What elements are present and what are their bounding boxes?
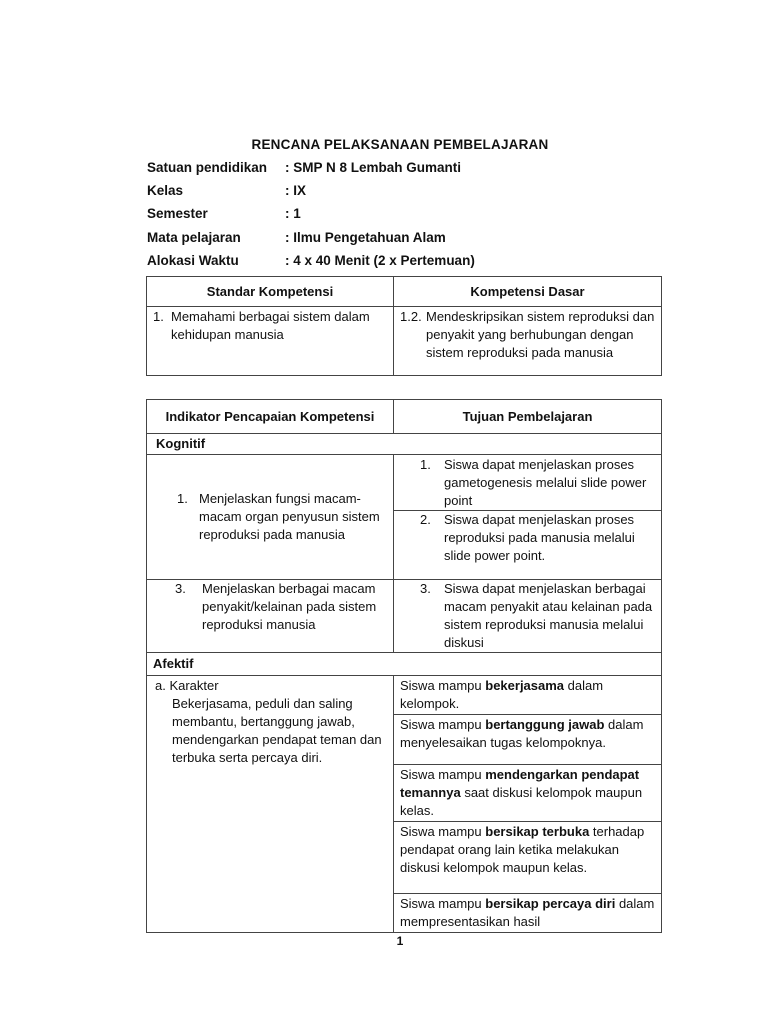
kd-number: 1.2. [400, 309, 422, 324]
aff-text: terhadap pendapat orang lain ketika melakukan diskusi kelompok maupun kelas. [400, 824, 645, 875]
afektif-tujuan-1 [394, 676, 662, 715]
meta-row-satuan [147, 160, 475, 183]
aff-text: Siswa mampu [400, 678, 486, 693]
meta-label: Semester [147, 206, 208, 222]
aff-keyword: bertanggung jawab [485, 717, 605, 732]
header-tujuan: Tujuan Pembelajaran [394, 400, 662, 434]
meta-value: : SMP N 8 Lembah Gumanti [285, 160, 462, 175]
afektif-tujuan-3 [394, 765, 662, 822]
aff-text: saat diskusi kelompok maupun kelas. [400, 785, 643, 818]
tuj3-text: Siswa dapat menjelaskan berbagai macam penyakit atau kelainan pada sistem reproduksi manusia melalui diskusi [444, 581, 653, 650]
meta-row-kelas [147, 183, 475, 206]
meta-row-alokasi [147, 253, 475, 276]
karakter-text: Bekerjasama, peduli dan saling membantu, bertanggung jawab, mendengarkan pendapat teman dan terbuka serta percaya diri. [172, 696, 382, 765]
aff-keyword: bersikap percaya diri [485, 896, 616, 911]
header-kompetensi-dasar: Kompetensi Dasar [394, 277, 662, 307]
tuj1-text: Siswa dapat menjelaskan proses gametogenesis melalui slide power point [444, 457, 647, 508]
tujuan-1-cell [394, 455, 662, 511]
kd-text: Mendeskripsikan sistem reproduksi dan penyakit yang berhubungan dengan sistem reproduksi pada manusia [426, 309, 655, 360]
karakter-cell [147, 676, 394, 933]
tuj3-number: 3. [420, 581, 431, 596]
ind1-text: Menjelaskan fungsi macam-macam organ penyusun sistem reproduksi pada manusia [199, 491, 380, 542]
aff-text: Siswa mampu [400, 824, 486, 839]
afektif-tujuan-4 [394, 822, 662, 894]
aff-text: Siswa mampu [400, 717, 486, 732]
ind1-number: 1. [177, 491, 188, 506]
afektif-tujuan-5 [394, 894, 662, 933]
aff-keyword: bersikap terbuka [485, 824, 590, 839]
tuj2-number: 2. [420, 512, 431, 527]
afektif-tujuan-2 [394, 715, 662, 765]
karakter-label: a. Karakter [155, 678, 219, 693]
ind3-number: 3. [175, 581, 186, 596]
aff-text: Siswa mampu [400, 767, 486, 782]
meta-label: Kelas [147, 183, 184, 199]
indikator-3-cell [147, 580, 394, 653]
ind3-text: Menjelaskan berbagai macam penyakit/kelainan pada sistem reproduksi manusia [202, 581, 377, 632]
sk-number: 1. [153, 309, 164, 324]
indikator-1-cell [147, 455, 394, 580]
meta-value: : 4 x 40 Menit (2 x Pertemuan) [285, 252, 475, 268]
kognitif-label: Kognitif [147, 434, 662, 455]
tuj2-text: Siswa dapat menjelaskan proses reproduksi pada manusia melalui slide power point. [444, 512, 635, 563]
standar-kompetensi-cell [147, 307, 394, 376]
aff-text: Siswa mampu [400, 896, 486, 911]
meta-value: : IX [285, 183, 307, 199]
aff-text: dalam kelompok. [400, 678, 604, 711]
aff-text: dalam mempresentasikan hasil [400, 896, 655, 929]
competency-table [146, 276, 662, 376]
page-number: 1 [396, 934, 404, 948]
meta-row-semester [147, 206, 475, 229]
meta-row-mapel [147, 230, 475, 253]
aff-keyword: mendengarkan pendapat temannya [400, 767, 640, 800]
meta-label: Satuan pendidikan [147, 160, 268, 175]
header-indikator: Indikator Pencapaian Kompetensi [147, 400, 394, 434]
meta-label: Mata pelajaran [147, 229, 241, 245]
aff-keyword: bekerjasama [485, 678, 565, 693]
tuj1-number: 1. [420, 457, 431, 472]
tujuan-2-cell [394, 511, 662, 580]
afektif-label: Afektif [147, 653, 662, 676]
header-standar-kompetensi: Standar Kompetensi [147, 277, 394, 307]
kompetensi-dasar-cell [394, 307, 662, 376]
sk-text: Memahami berbagai sistem dalam kehidupan manusia [171, 309, 370, 342]
identity-block [147, 160, 475, 276]
document-title: RENCANA PELAKSANAAN PEMBELAJARAN [251, 137, 549, 152]
aff-text: dalam menyelesaikan tugas kelompoknya. [400, 717, 644, 750]
meta-label: Alokasi Waktu [147, 252, 239, 268]
objectives-table [146, 399, 662, 933]
meta-value: : 1 [285, 206, 301, 222]
tujuan-3-cell [394, 580, 662, 653]
meta-value: : Ilmu Pengetahuan Alam [285, 229, 446, 245]
